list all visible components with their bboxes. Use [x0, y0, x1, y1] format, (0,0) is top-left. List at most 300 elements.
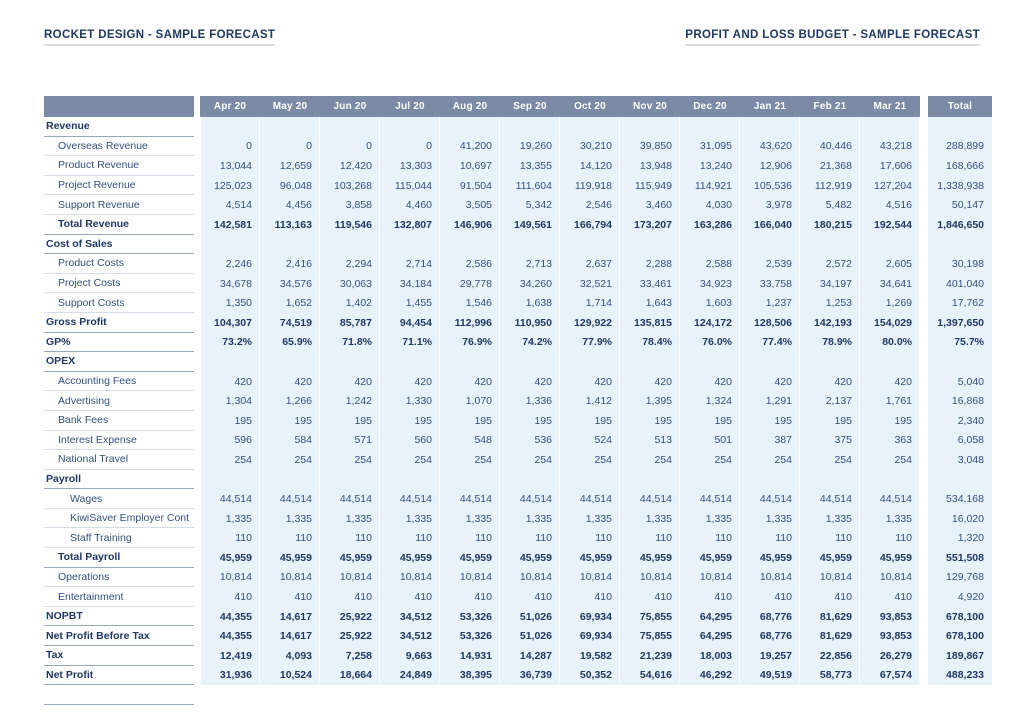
cell-value: 2,714: [380, 254, 440, 274]
cell-value: 78.9%: [800, 333, 860, 353]
cell-value: 29,778: [440, 274, 500, 294]
cell-value: [560, 470, 620, 490]
cell-value: 26,279: [860, 646, 920, 666]
cell-value: [200, 235, 260, 255]
cell-value: 4,460: [380, 195, 440, 215]
row-gap-2: [920, 528, 928, 548]
cell-value: 110: [680, 528, 740, 548]
table-row: [44, 137, 992, 157]
cell-value: 110: [200, 528, 260, 548]
cell-value: 2,288: [620, 254, 680, 274]
cell-value: 2,588: [680, 254, 740, 274]
cell-total: 75.7%: [928, 333, 992, 353]
closing-cell: [560, 685, 620, 705]
cell-value: 45,959: [380, 548, 440, 568]
table-row: [44, 646, 992, 666]
cell-value: 110: [260, 528, 320, 548]
cell-value: 1,395: [620, 391, 680, 411]
cell-total: [928, 117, 992, 137]
cell-value: 14,931: [440, 646, 500, 666]
cell-total: 401,040: [928, 274, 992, 294]
cell-value: 45,959: [500, 548, 560, 568]
table-header-row: [44, 96, 992, 117]
cell-value: 43,218: [860, 137, 920, 157]
cell-value: 110: [860, 528, 920, 548]
cell-value: 149,561: [500, 215, 560, 235]
cell-value: 254: [380, 450, 440, 470]
cell-value: 410: [560, 587, 620, 607]
cell-value: 40,446: [800, 137, 860, 157]
profit-loss-table-wrapper: [44, 96, 984, 705]
cell-value: 254: [560, 450, 620, 470]
cell-value: 410: [680, 587, 740, 607]
cell-total: 1,338,938: [928, 176, 992, 196]
cell-value: 2,586: [440, 254, 500, 274]
cell-value: 195: [800, 411, 860, 431]
cell-value: [860, 235, 920, 255]
cell-value: 3,858: [320, 195, 380, 215]
row-gap-2: [920, 391, 928, 411]
cell-value: 420: [860, 372, 920, 392]
cell-value: 33,758: [740, 274, 800, 294]
cell-value: 387: [740, 431, 800, 451]
cell-value: [440, 470, 500, 490]
cell-value: 45,959: [260, 548, 320, 568]
cell-value: [260, 470, 320, 490]
cell-value: 536: [500, 431, 560, 451]
cell-value: 30,063: [320, 274, 380, 294]
cell-value: 54,616: [620, 666, 680, 686]
cell-value: 110: [560, 528, 620, 548]
cell-value: [620, 235, 680, 255]
cell-value: 10,814: [380, 568, 440, 588]
cell-value: 76.9%: [440, 333, 500, 353]
row-label: Total Revenue: [44, 215, 194, 235]
cell-value: 420: [260, 372, 320, 392]
table-row: [44, 156, 992, 176]
cell-value: 73.2%: [200, 333, 260, 353]
cell-value: 5,342: [500, 195, 560, 215]
row-gap-2: [920, 548, 928, 568]
cell-value: 30,210: [560, 137, 620, 157]
cell-total: 1,846,650: [928, 215, 992, 235]
cell-value: [440, 117, 500, 137]
cell-value: 94,454: [380, 313, 440, 333]
cell-value: 14,120: [560, 156, 620, 176]
cell-value: 14,617: [260, 607, 320, 627]
closing-cell: [860, 685, 920, 705]
column-header-mar-21: Mar 21: [860, 96, 920, 117]
table-body: [44, 117, 992, 705]
row-gap-2: [920, 626, 928, 646]
cell-value: 127,204: [860, 176, 920, 196]
cell-value: [500, 117, 560, 137]
cell-value: 254: [260, 450, 320, 470]
cell-value: 12,906: [740, 156, 800, 176]
cell-value: [200, 352, 260, 372]
column-header-jan-21: Jan 21: [740, 96, 800, 117]
cell-value: 596: [200, 431, 260, 451]
cell-value: 410: [800, 587, 860, 607]
cell-value: 513: [620, 431, 680, 451]
cell-value: 44,355: [200, 607, 260, 627]
cell-value: 420: [380, 372, 440, 392]
cell-value: 195: [560, 411, 620, 431]
cell-value: 19,257: [740, 646, 800, 666]
cell-value: 21,368: [800, 156, 860, 176]
cell-value: 1,070: [440, 391, 500, 411]
row-gap-2: [920, 117, 928, 137]
cell-value: 10,697: [440, 156, 500, 176]
cell-value: 173,207: [620, 215, 680, 235]
cell-value: [500, 235, 560, 255]
cell-value: 13,240: [680, 156, 740, 176]
cell-value: 44,514: [800, 489, 860, 509]
cell-value: 45,959: [860, 548, 920, 568]
cell-value: [320, 470, 380, 490]
closing-label: [44, 685, 194, 705]
closing-cell: [380, 685, 440, 705]
closing-cell: [320, 685, 380, 705]
cell-value: 363: [860, 431, 920, 451]
cell-value: 10,814: [800, 568, 860, 588]
cell-total: 551,508: [928, 548, 992, 568]
cell-value: 195: [620, 411, 680, 431]
cell-value: 1,761: [860, 391, 920, 411]
cell-value: 65.9%: [260, 333, 320, 353]
cell-value: 43,620: [740, 137, 800, 157]
column-header-total: Total: [928, 96, 992, 117]
closing-cell: [680, 685, 740, 705]
cell-value: 10,814: [500, 568, 560, 588]
cell-value: 254: [680, 450, 740, 470]
cell-value: 560: [380, 431, 440, 451]
cell-value: 2,416: [260, 254, 320, 274]
cell-value: 132,807: [380, 215, 440, 235]
table-row: [44, 333, 992, 353]
row-label: Total Payroll: [44, 548, 194, 568]
cell-value: 51,026: [500, 607, 560, 627]
cell-value: [440, 352, 500, 372]
cell-total: 2,340: [928, 411, 992, 431]
cell-value: [260, 117, 320, 137]
row-label: Bank Fees: [44, 411, 194, 431]
cell-value: 31,936: [200, 666, 260, 686]
row-label: Operations: [44, 568, 194, 588]
table-row: [44, 607, 992, 627]
cell-value: 119,546: [320, 215, 380, 235]
row-label: Revenue: [44, 117, 194, 137]
cell-value: 410: [440, 587, 500, 607]
row-gap-2: [920, 274, 928, 294]
cell-value: 64,295: [680, 626, 740, 646]
profit-loss-table: [44, 96, 992, 705]
cell-value: 34,184: [380, 274, 440, 294]
cell-value: 1,335: [860, 509, 920, 529]
row-gap-2: [920, 431, 928, 451]
cell-value: 53,326: [440, 626, 500, 646]
row-gap-2: [920, 509, 928, 529]
cell-value: 254: [860, 450, 920, 470]
cell-value: [860, 117, 920, 137]
cell-total: 6,058: [928, 431, 992, 451]
cell-value: 10,524: [260, 666, 320, 686]
cell-value: 410: [740, 587, 800, 607]
cell-value: 142,581: [200, 215, 260, 235]
cell-value: 163,286: [680, 215, 740, 235]
table-row: [44, 293, 992, 313]
cell-value: 34,197: [800, 274, 860, 294]
closing-gap-2: [920, 685, 928, 705]
cell-value: 1,330: [380, 391, 440, 411]
row-label: Project Revenue: [44, 176, 194, 196]
cell-value: 166,040: [740, 215, 800, 235]
cell-value: [800, 117, 860, 137]
row-gap-2: [920, 195, 928, 215]
cell-value: 44,514: [500, 489, 560, 509]
cell-value: 44,514: [620, 489, 680, 509]
cell-total: 16,868: [928, 391, 992, 411]
cell-value: [560, 352, 620, 372]
table-row: [44, 450, 992, 470]
cell-value: 1,335: [500, 509, 560, 529]
cell-value: [320, 117, 380, 137]
cell-value: 21,239: [620, 646, 680, 666]
row-label: Staff Training: [44, 528, 194, 548]
cell-value: 13,948: [620, 156, 680, 176]
row-label: Accounting Fees: [44, 372, 194, 392]
cell-total: 17,762: [928, 293, 992, 313]
table-row: [44, 391, 992, 411]
table-row: [44, 195, 992, 215]
cell-value: 1,412: [560, 391, 620, 411]
cell-value: 111,604: [500, 176, 560, 196]
cell-value: 10,814: [320, 568, 380, 588]
cell-total: 189,867: [928, 646, 992, 666]
cell-value: 110: [500, 528, 560, 548]
cell-total: 678,100: [928, 626, 992, 646]
report-title: PROFIT AND LOSS BUDGET - SAMPLE FORECAST: [685, 29, 980, 46]
column-header-sep-20: Sep 20: [500, 96, 560, 117]
table-row: [44, 626, 992, 646]
cell-value: 44,514: [860, 489, 920, 509]
cell-value: 254: [800, 450, 860, 470]
closing-cell: [500, 685, 560, 705]
table-row: [44, 528, 992, 548]
cell-value: 1,714: [560, 293, 620, 313]
cell-value: 78.4%: [620, 333, 680, 353]
cell-value: 254: [740, 450, 800, 470]
row-gap-2: [920, 215, 928, 235]
cell-value: 420: [680, 372, 740, 392]
cell-value: [320, 235, 380, 255]
cell-value: [500, 470, 560, 490]
cell-value: 45,959: [800, 548, 860, 568]
cell-value: 1,455: [380, 293, 440, 313]
cell-value: 19,260: [500, 137, 560, 157]
cell-value: [380, 235, 440, 255]
cell-value: 195: [200, 411, 260, 431]
cell-value: 2,539: [740, 254, 800, 274]
cell-value: 0: [320, 137, 380, 157]
row-label: GP%: [44, 333, 194, 353]
row-label: Wages: [44, 489, 194, 509]
cell-value: 44,355: [200, 626, 260, 646]
cell-value: 34,923: [680, 274, 740, 294]
cell-value: 2,294: [320, 254, 380, 274]
cell-value: 2,546: [560, 195, 620, 215]
cell-value: 71.8%: [320, 333, 380, 353]
cell-value: 524: [560, 431, 620, 451]
cell-value: 71.1%: [380, 333, 440, 353]
cell-value: 195: [860, 411, 920, 431]
cell-value: 51,026: [500, 626, 560, 646]
row-label: Net Profit Before Tax: [44, 626, 194, 646]
cell-value: 1,402: [320, 293, 380, 313]
row-label: Product Costs: [44, 254, 194, 274]
cell-value: 1,335: [800, 509, 860, 529]
cell-value: 45,959: [680, 548, 740, 568]
cell-value: 115,044: [380, 176, 440, 196]
row-label: Cost of Sales: [44, 235, 194, 255]
cell-value: [620, 470, 680, 490]
cell-value: 254: [500, 450, 560, 470]
table-row: [44, 215, 992, 235]
row-label: NOPBT: [44, 607, 194, 627]
column-header-oct-20: Oct 20: [560, 96, 620, 117]
cell-value: 1,291: [740, 391, 800, 411]
cell-value: 85,787: [320, 313, 380, 333]
cell-value: 44,514: [680, 489, 740, 509]
table-row: [44, 431, 992, 451]
cell-value: [680, 352, 740, 372]
row-label: Payroll: [44, 470, 194, 490]
cell-value: 68,776: [740, 626, 800, 646]
cell-value: 45,959: [440, 548, 500, 568]
row-gap-2: [920, 176, 928, 196]
cell-value: 44,514: [260, 489, 320, 509]
row-gap-2: [920, 313, 928, 333]
cell-value: 129,922: [560, 313, 620, 333]
cell-value: 571: [320, 431, 380, 451]
cell-value: 24,849: [380, 666, 440, 686]
cell-value: 34,576: [260, 274, 320, 294]
cell-value: 112,996: [440, 313, 500, 333]
table-row: [44, 117, 992, 137]
cell-value: 25,922: [320, 626, 380, 646]
report-header: [0, 24, 1024, 46]
closing-cell: [740, 685, 800, 705]
table-row: [44, 235, 992, 255]
cell-value: [740, 470, 800, 490]
cell-total: 288,899: [928, 137, 992, 157]
cell-value: 10,814: [200, 568, 260, 588]
cell-value: 53,326: [440, 607, 500, 627]
cell-value: 195: [440, 411, 500, 431]
cell-total: [928, 352, 992, 372]
cell-value: 1,335: [560, 509, 620, 529]
row-label: Project Costs: [44, 274, 194, 294]
cell-total: 1,397,650: [928, 313, 992, 333]
cell-value: 14,287: [500, 646, 560, 666]
closing-total: [928, 685, 992, 705]
cell-value: 34,260: [500, 274, 560, 294]
cell-value: 410: [380, 587, 440, 607]
cell-value: 14,617: [260, 626, 320, 646]
cell-value: 46,292: [680, 666, 740, 686]
cell-value: 1,335: [380, 509, 440, 529]
cell-value: 420: [800, 372, 860, 392]
cell-value: 0: [260, 137, 320, 157]
cell-value: 410: [620, 587, 680, 607]
cell-value: 410: [200, 587, 260, 607]
cell-value: 12,420: [320, 156, 380, 176]
cell-value: 13,355: [500, 156, 560, 176]
cell-total: 168,666: [928, 156, 992, 176]
cell-value: 2,605: [860, 254, 920, 274]
header-gap-2: [920, 96, 928, 117]
cell-total: 16,020: [928, 509, 992, 529]
closing-cell: [440, 685, 500, 705]
cell-value: 50,352: [560, 666, 620, 686]
cell-value: 142,193: [800, 313, 860, 333]
row-label: National Travel: [44, 450, 194, 470]
cell-value: 93,853: [860, 626, 920, 646]
cell-value: [560, 117, 620, 137]
cell-value: [320, 352, 380, 372]
cell-total: 678,100: [928, 607, 992, 627]
table-row: [44, 411, 992, 431]
cell-value: 1,643: [620, 293, 680, 313]
row-gap-2: [920, 352, 928, 372]
cell-value: 34,641: [860, 274, 920, 294]
cell-value: 195: [380, 411, 440, 431]
column-header-may-20: May 20: [260, 96, 320, 117]
cell-value: 38,395: [440, 666, 500, 686]
cell-value: 18,003: [680, 646, 740, 666]
cell-value: [380, 117, 440, 137]
row-gap-2: [920, 235, 928, 255]
cell-value: 1,350: [200, 293, 260, 313]
cell-value: 10,814: [680, 568, 740, 588]
cell-value: [740, 117, 800, 137]
cell-value: 3,978: [740, 195, 800, 215]
cell-value: 2,572: [800, 254, 860, 274]
cell-value: [680, 470, 740, 490]
column-header-feb-21: Feb 21: [800, 96, 860, 117]
cell-value: 1,336: [500, 391, 560, 411]
cell-value: 195: [740, 411, 800, 431]
cell-value: [260, 352, 320, 372]
cell-value: 104,307: [200, 313, 260, 333]
cell-value: 9,663: [380, 646, 440, 666]
cell-value: 110: [440, 528, 500, 548]
row-label: Support Revenue: [44, 195, 194, 215]
cell-total: [928, 470, 992, 490]
cell-value: 254: [320, 450, 380, 470]
cell-value: 44,514: [560, 489, 620, 509]
cell-value: 1,335: [260, 509, 320, 529]
table-row: [44, 254, 992, 274]
row-gap-2: [920, 450, 928, 470]
cell-value: 420: [560, 372, 620, 392]
row-gap-2: [920, 666, 928, 686]
cell-value: 1,335: [320, 509, 380, 529]
cell-value: 67,574: [860, 666, 920, 686]
cell-value: 45,959: [620, 548, 680, 568]
column-header-jul-20: Jul 20: [380, 96, 440, 117]
cell-value: 1,546: [440, 293, 500, 313]
